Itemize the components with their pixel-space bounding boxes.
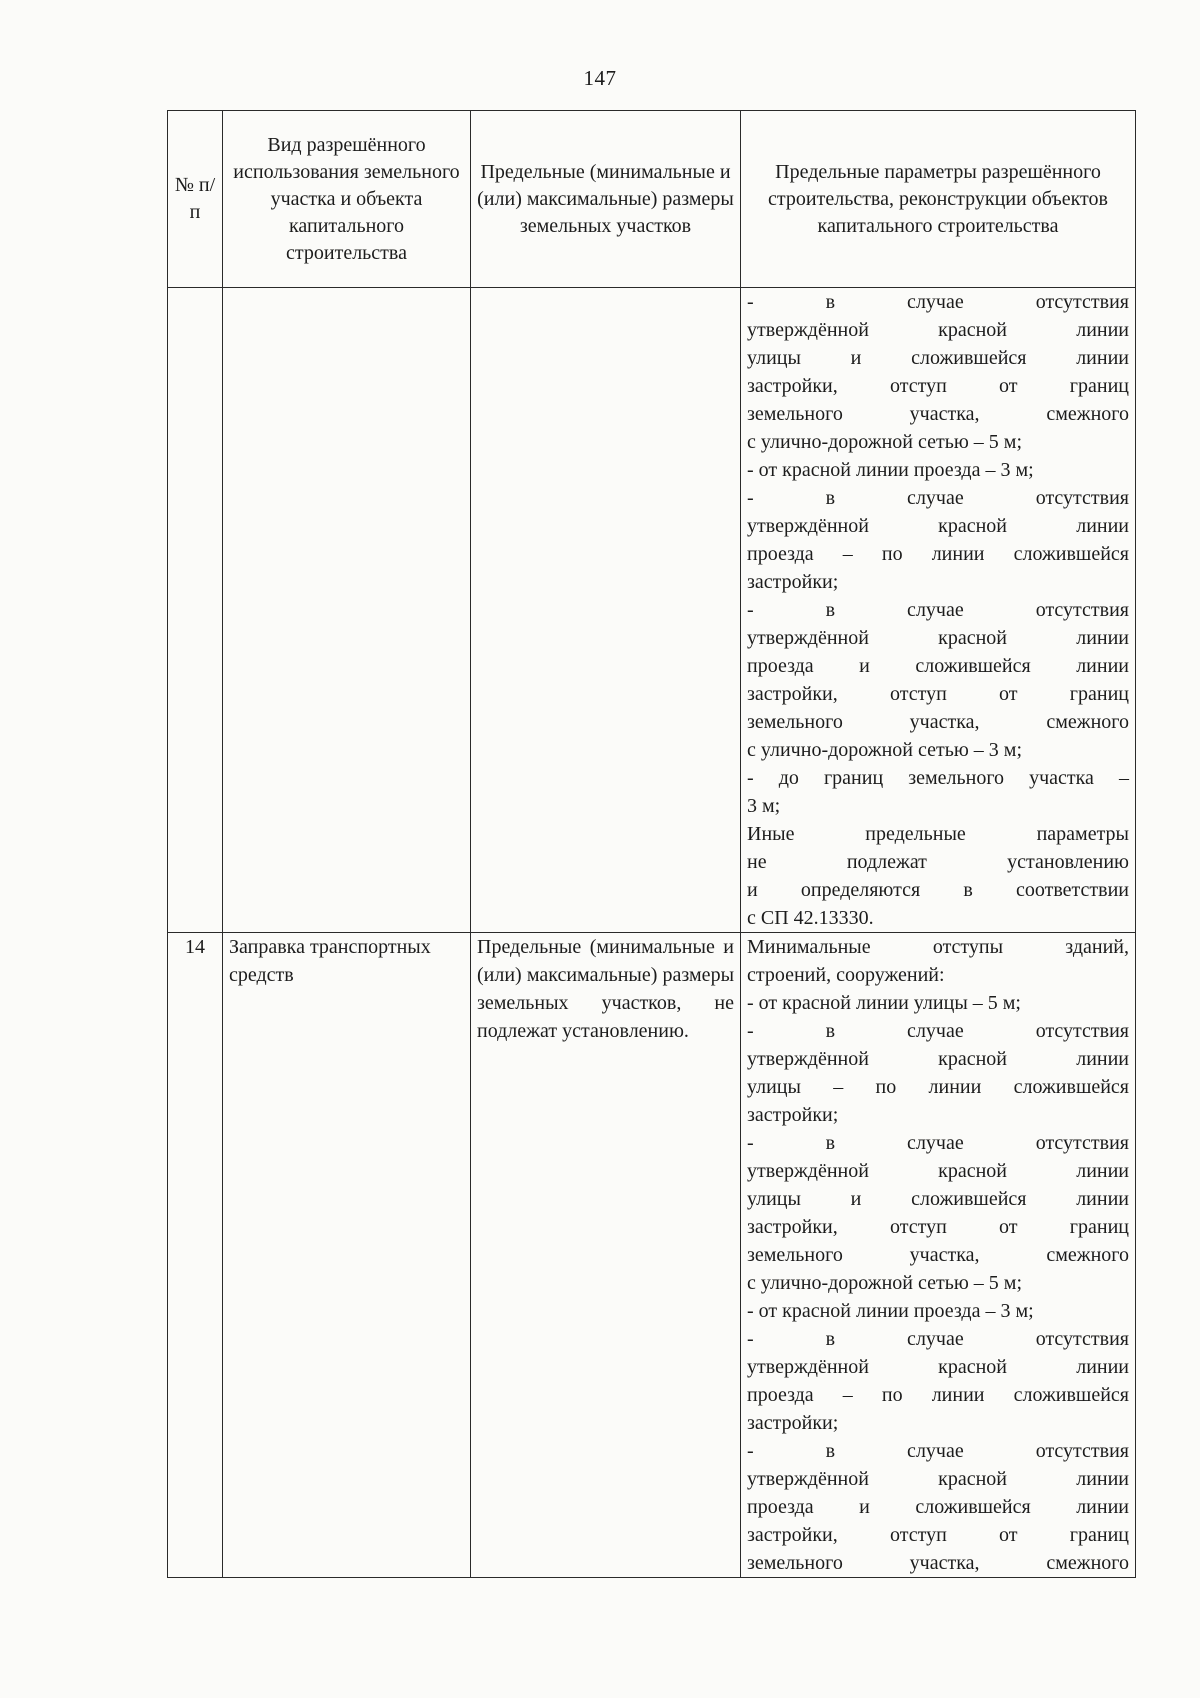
parameter-text-line: земельного участка, смежного xyxy=(747,1552,1129,1574)
parameter-text-line: земельного участка, смежного xyxy=(747,711,1129,733)
parameter-text-line: - до границ земельного участка – xyxy=(747,767,1129,789)
parameter-text-line: земельного участка, смежного xyxy=(747,1244,1129,1266)
construction-parameters-cell xyxy=(741,933,1136,1578)
construction-parameters-cell xyxy=(741,288,1136,933)
parameter-text-line: утверждённой красной линии xyxy=(747,1160,1129,1182)
parameter-text-line: - в случае отсутствия xyxy=(747,1020,1129,1042)
parameter-text-line: - в случае отсутствия xyxy=(747,291,1129,313)
plot-size-cell xyxy=(471,933,741,1578)
parameter-text-line: проезда – по линии сложившейся xyxy=(747,1384,1129,1406)
parameter-text-line: - в случае отсутствия xyxy=(747,1132,1129,1154)
parameter-text-line: улицы – по линии сложившейся xyxy=(747,1076,1129,1098)
parameter-text-line: застройки; xyxy=(747,1104,839,1126)
header-plot-size-limits: Предельные (минимальные и (или) максимальные) размеры земельных участков xyxy=(471,111,741,288)
parameter-text-line: земельного участка, смежного xyxy=(747,403,1129,425)
parameter-text-line: с СП 42.13330. xyxy=(747,907,874,929)
row-number-cell xyxy=(168,288,223,933)
header-construction-parameters: Предельные параметры разрешённого строительства, реконструкции объектов капитального строительства xyxy=(741,111,1136,288)
row-number-cell: 14 xyxy=(168,933,223,1578)
parameter-text-line: - в случае отсутствия xyxy=(747,1440,1129,1462)
parameter-text-line: утверждённой красной линии xyxy=(747,319,1129,341)
parameter-text-line: Минимальные отступы зданий, xyxy=(747,936,1129,958)
parameter-text-line: проезда и сложившейся линии xyxy=(747,655,1129,677)
table-row xyxy=(168,933,1136,1578)
parameter-text-line: утверждённой красной линии xyxy=(747,627,1129,649)
parameter-text-line: улицы и сложившейся линии xyxy=(747,347,1129,369)
parameter-text-line: утверждённой красной линии xyxy=(747,515,1129,537)
parameter-text-line: утверждённой красной линии xyxy=(747,1356,1129,1378)
parameter-text-line: утверждённой красной линии xyxy=(747,1048,1129,1070)
parameter-text-line: проезда – по линии сложившейся xyxy=(747,543,1129,565)
parameter-text-line: застройки, отступ от границ xyxy=(747,1524,1129,1546)
header-permitted-use-kind: Вид разрешённого использования земельного участка и объекта капитального строительства xyxy=(223,111,471,288)
parameter-text-line: застройки, отступ от границ xyxy=(747,683,1129,705)
parameter-text-line: не подлежат установлению xyxy=(747,851,1129,873)
page-number: 147 xyxy=(583,66,617,90)
parameter-text-line: - в случае отсутствия xyxy=(747,1328,1129,1350)
table-header-row xyxy=(168,111,1136,288)
permitted-use-cell xyxy=(223,288,471,933)
parameter-text-line: - в случае отсутствия xyxy=(747,487,1129,509)
land-use-parameters-table xyxy=(167,110,1136,1578)
plot-size-text: Предельные (минимальные и (или) максимальные) размеры земельных участков, не подлежат установлению. xyxy=(477,936,734,1042)
parameter-text-line: строений, сооружений: xyxy=(747,964,945,986)
parameter-text-line: с улично-дорожной сетью – 5 м; xyxy=(747,431,1023,453)
parameter-text-line: с улично-дорожной сетью – 3 м; xyxy=(747,739,1023,761)
permitted-use-cell: Заправка транспортных средств xyxy=(223,933,471,1578)
parameter-text-line: с улично-дорожной сетью – 5 м; xyxy=(747,1272,1023,1294)
parameter-text-line: застройки, отступ от границ xyxy=(747,375,1129,397)
parameter-text-line: - от красной линии улицы – 5 м; xyxy=(747,992,1021,1014)
parameter-text-line: застройки; xyxy=(747,571,839,593)
parameter-text-line: - от красной линии проезда – 3 м; xyxy=(747,1300,1034,1322)
parameter-text-line: проезда и сложившейся линии xyxy=(747,1496,1129,1518)
parameter-text-line: - от красной линии проезда – 3 м; xyxy=(747,459,1034,481)
table-row xyxy=(168,288,1136,933)
parameter-text-line: Иные предельные параметры xyxy=(747,823,1129,845)
parameter-text-line: застройки; xyxy=(747,1412,839,1434)
parameter-text-line: застройки, отступ от границ xyxy=(747,1216,1129,1238)
parameter-text-line: - в случае отсутствия xyxy=(747,599,1129,621)
parameter-text-line: утверждённой красной линии xyxy=(747,1468,1129,1490)
plot-size-cell xyxy=(471,288,741,933)
header-number: № п/п xyxy=(168,111,223,288)
parameter-text-line: улицы и сложившейся линии xyxy=(747,1188,1129,1210)
parameter-text-line: 3 м; xyxy=(747,795,781,817)
parameter-text-line: и определяются в соответствии xyxy=(747,879,1129,901)
